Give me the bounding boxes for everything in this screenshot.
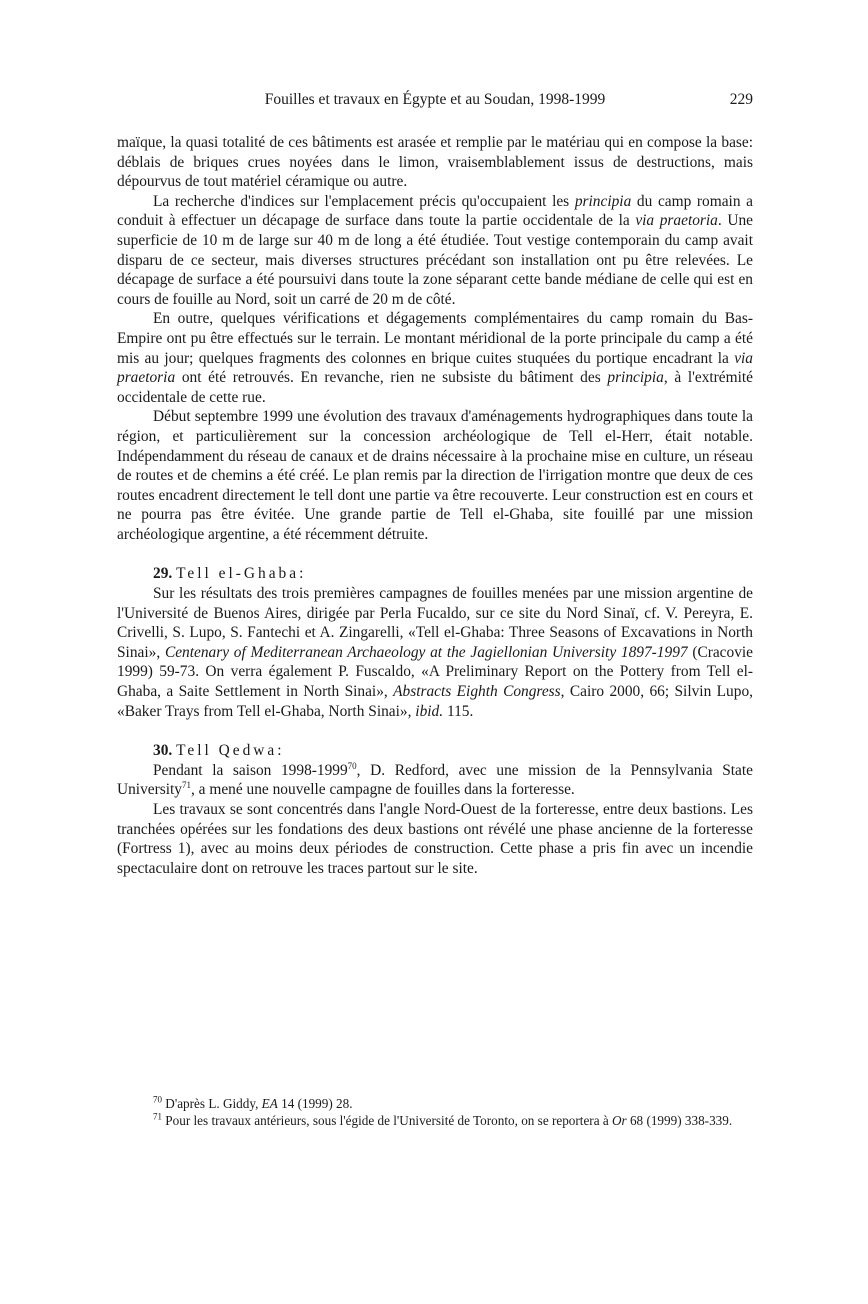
footnote-71-text-b: 68 (1999) 338-339. bbox=[626, 1112, 733, 1128]
section-30-paragraph-2: Les travaux se sont concentrés dans l'angle Nord-Ouest de la forteresse, entre deux bastions. Les tranchées opérées sur les fondations des deux bastions ont révélé une phase ancienne de la forteresse (Fortress 1), avec au moins deux périodes de construction. Cette phase a pris fin avec un incendie spectaculaire dont on retrouve les traces partout sur le site. bbox=[117, 801, 753, 877]
footnote-71-text-a: Pour les travaux antérieurs, sous l'égide de l'Université de Toronto, on se reportera à bbox=[162, 1112, 612, 1128]
paragraph-2-text-c: . Une superficie de 10 m de large sur 40 m de long a été étudiée. Tout vestige contemporain du camp avait disparu de ce secteur, mais diverses structures précédant son installation ont pu être relevées. Le décapage de surface a été poursuivi dans toute la zone séparant cette bande médiane de celle qui est en cours de fouille au Nord, soit un carré de 20 m de côté. bbox=[117, 212, 753, 308]
section-29-text-3: , Cairo 2000, 66; Silvin Lupo, «Baker Trays from Tell el-Ghaba, North Sinai», bbox=[117, 683, 753, 720]
footnote-number: 70 bbox=[153, 1094, 162, 1105]
section-30-paragraph-1 bbox=[117, 761, 753, 800]
body-text bbox=[117, 133, 753, 878]
paragraph-3-text-b: ont été retrouvés. En revanche, rien ne subsiste du bâtiment des bbox=[175, 369, 608, 387]
running-head bbox=[117, 88, 753, 112]
footnote-70-text-a: D'après L. Giddy, bbox=[162, 1096, 262, 1111]
section-29-italic-abstracts: Abstracts Eighth Congress bbox=[393, 683, 561, 701]
page-content bbox=[117, 88, 753, 878]
footnote-71-italic: Or bbox=[612, 1112, 627, 1128]
footnote-ref-70[interactable]: 70 bbox=[347, 760, 357, 771]
section-30-text-1: Pendant la saison 1998-1999 bbox=[153, 761, 348, 779]
section-29-text-2: (Cracovie 1999) 59-73. On verra également P. Fuscaldo, «A Preliminary Report on the Pottery from Tell el-Ghaba, a Saite Settlement in North Sinai», bbox=[117, 643, 754, 701]
section-site-name: Tell Qedwa: bbox=[176, 742, 285, 760]
section-29-text-4: 115. bbox=[443, 702, 474, 720]
paragraph-3-italic-principia: principia bbox=[607, 369, 664, 387]
section-29-paragraph bbox=[117, 584, 753, 721]
footnote-70 bbox=[117, 1096, 753, 1113]
paragraph-2 bbox=[117, 192, 753, 310]
footnote-70-italic: EA bbox=[261, 1096, 278, 1111]
paragraph-3-italic-via-praetoria: via praetoria bbox=[117, 349, 753, 387]
section-heading-30 bbox=[117, 741, 753, 761]
section-29-italic-centenary: Centenary of Mediterranean Archaeology at the Jagiellonian University 1897-1997 bbox=[164, 643, 688, 661]
footnote-number: 71 bbox=[153, 1111, 162, 1122]
section-30-text-2: , D. Redford, avec une mission de la Pennsylvania State University bbox=[117, 761, 753, 799]
section-number: 29. bbox=[153, 565, 173, 583]
section-heading-29 bbox=[117, 564, 753, 584]
paragraph-2-text-a: La recherche d'indices sur l'emplacement précis qu'occupaient les bbox=[153, 192, 575, 210]
footnote-ref-71[interactable]: 71 bbox=[181, 780, 191, 791]
paragraph-2-italic-principia: principia bbox=[574, 192, 632, 210]
footnote-70-text-b: 14 (1999) 28. bbox=[277, 1096, 353, 1111]
footnote-71 bbox=[117, 1113, 753, 1130]
running-title: Fouilles et travaux en Égypte et au Soudan, 1998-1999 bbox=[264, 91, 606, 108]
paragraph-4: Début septembre 1999 une évolution des travaux d'aménagements hydrographiques dans toute la région, et particulièrement sur la concession archéologique de Tell el-Herr, était notable. Indépendamment du réseau de canaux et de drains nécessaire à la prochaine mise en culture, un réseau de routes et de chemins a été créé. Le plan remis par la direction de l'irrigation montre que deux de ces routes encadrent directement le tell dont une partie va être recouverte. Leur construction est en cours et ne pourra pas être évitée. Une grande partie de Tell el-Ghaba, site fouillé par une mission archéologique argentine, a été récemment détruite. bbox=[117, 408, 753, 543]
page-number: 229 bbox=[729, 91, 753, 108]
footnotes bbox=[117, 1096, 753, 1129]
section-30-text-3: , a mené une nouvelle campagne de fouilles dans la forteresse. bbox=[190, 781, 575, 799]
paragraph-1: maïque, la quasi totalité de ces bâtiments est arasée et remplie par le matériau qui en compose la base: déblais de briques crues noyées dans le limon, vraisemblablement issus de destructions, mais dépourvus de tout matériel céramique ou autre. bbox=[117, 134, 753, 191]
paragraph-3 bbox=[117, 309, 753, 407]
paragraph-3-text-a: En outre, quelques vérifications et dégagements complémentaires du camp romain du Bas-Empire ont pu être effectués sur le terrain. Le montant méridional de la porte principale du camp a été mis au jour; quelques fragments des colonnes en brique cuites stuquées du portique encadrant la bbox=[117, 310, 753, 367]
section-29-text-1: Sur les résultats des trois premières campagnes de fouilles menées par une mission argentine de l'Université de Buenos Aires, dirigée par Perla Fucaldo, sur ce site du Nord Sinaï, cf. V. Pereyra, E. Crivelli, S. Lupo, S. Fantechi et A. Zingarelli, «Tell el-Ghaba: Three Seasons of Excavations in North Sinai», bbox=[117, 585, 753, 661]
paragraph-2-italic-via-praetoria: via praetoria bbox=[635, 212, 718, 230]
section-29-italic-ibid: ibid. bbox=[415, 702, 444, 720]
paragraph-3-text-c: , à l'extrémité occidentale de cette rue. bbox=[117, 369, 753, 406]
section-site-name: Tell el-Ghaba: bbox=[176, 565, 307, 583]
section-number: 30. bbox=[153, 742, 173, 760]
paragraph-2-text-b: du camp romain a conduit à effectuer un décapage de surface dans toute la partie occidentale de la bbox=[117, 192, 753, 230]
